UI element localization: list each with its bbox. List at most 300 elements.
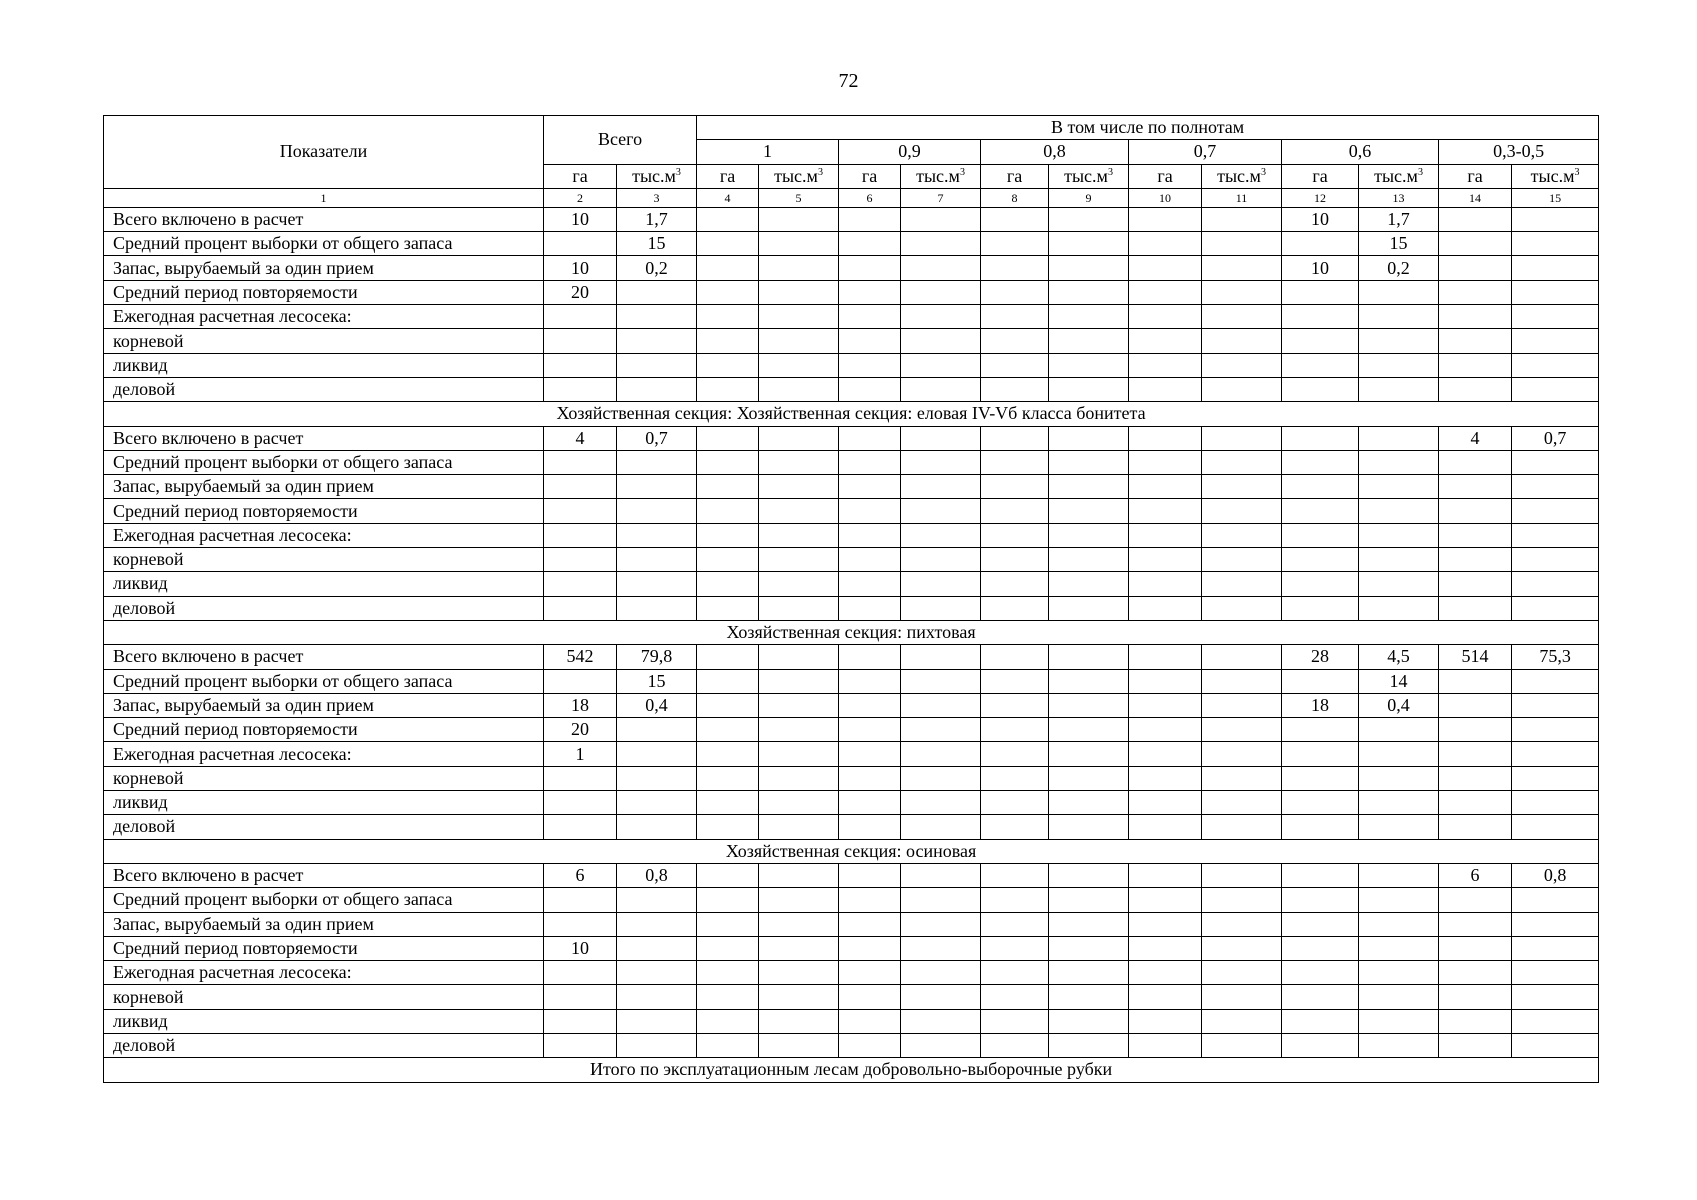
table-cell <box>759 1033 839 1057</box>
unit-ha: га <box>1439 164 1512 188</box>
unit-volume <box>1049 164 1129 188</box>
table-cell <box>697 572 759 596</box>
table-cell <box>544 450 617 474</box>
table-cell <box>1439 232 1512 256</box>
table-cell <box>1512 450 1599 474</box>
table-cell <box>1202 912 1282 936</box>
row-label: Средний период повторяемости <box>104 718 544 742</box>
table-cell <box>1129 353 1202 377</box>
table-row <box>104 353 1599 377</box>
table-cell <box>1049 207 1129 231</box>
table-row <box>104 863 1599 887</box>
table-cell <box>1359 426 1439 450</box>
row-label: Средний период повторяемости <box>104 936 544 960</box>
row-label: корневой <box>104 766 544 790</box>
table-cell: 542 <box>544 645 617 669</box>
table-cell <box>1049 232 1129 256</box>
row-label: Запас, вырубаемый за один прием <box>104 912 544 936</box>
table-cell <box>981 1033 1049 1057</box>
table-cell <box>981 475 1049 499</box>
table-cell <box>697 985 759 1009</box>
table-cell <box>839 232 901 256</box>
table-cell <box>697 377 759 401</box>
table-cell <box>1282 742 1359 766</box>
table-cell <box>1439 718 1512 742</box>
table-cell <box>544 961 617 985</box>
table-cell <box>1359 985 1439 1009</box>
table-cell <box>1049 888 1129 912</box>
column-number: 9 <box>1049 188 1129 207</box>
table-cell <box>1049 912 1129 936</box>
table-cell <box>1129 207 1202 231</box>
table-cell <box>981 426 1049 450</box>
table-cell <box>839 450 901 474</box>
table-cell <box>839 207 901 231</box>
table-cell <box>1049 572 1129 596</box>
row-label: Ежегодная расчетная лесосека: <box>104 305 544 329</box>
table-cell <box>1202 669 1282 693</box>
footer-title: Итого по эксплуатационным лесам добровольно-выборочные рубки <box>104 1058 1599 1082</box>
table-cell <box>1202 863 1282 887</box>
table-cell: 10 <box>544 256 617 280</box>
table-cell <box>1359 1033 1439 1057</box>
table-cell <box>759 426 839 450</box>
unit-volume-label: тыс.м <box>1064 165 1108 186</box>
table-cell <box>839 596 901 620</box>
table-cell <box>1202 596 1282 620</box>
table-cell <box>697 280 759 304</box>
table-row <box>104 256 1599 280</box>
table-cell <box>617 912 697 936</box>
table-row <box>104 1009 1599 1033</box>
table-cell: 1,7 <box>617 207 697 231</box>
unit-ha: га <box>544 164 617 188</box>
table-cell <box>839 766 901 790</box>
table-cell <box>1512 1009 1599 1033</box>
table-cell <box>1512 1033 1599 1057</box>
table-cell <box>901 669 981 693</box>
table-cell <box>617 1033 697 1057</box>
table-cell <box>901 305 981 329</box>
table-cell <box>1202 353 1282 377</box>
table-cell <box>1282 596 1359 620</box>
unit-ha: га <box>697 164 759 188</box>
table-cell <box>839 426 901 450</box>
table-cell <box>617 1009 697 1033</box>
table-cell <box>981 450 1049 474</box>
table-cell <box>1202 475 1282 499</box>
table-cell <box>839 718 901 742</box>
table-cell <box>1439 815 1512 839</box>
table-cell: 14 <box>1359 669 1439 693</box>
table-cell <box>839 1033 901 1057</box>
unit-ha: га <box>839 164 901 188</box>
table-cell <box>1359 499 1439 523</box>
unit-volume-label: тыс.м <box>1374 165 1418 186</box>
table-cell <box>981 353 1049 377</box>
table-cell <box>901 523 981 547</box>
unit-volume-exponent: 3 <box>817 166 823 178</box>
table-cell <box>1359 353 1439 377</box>
table-cell <box>981 985 1049 1009</box>
table-cell <box>1049 256 1129 280</box>
table-cell <box>759 815 839 839</box>
table-cell <box>617 523 697 547</box>
table-cell <box>1202 256 1282 280</box>
table-cell <box>1439 912 1512 936</box>
unit-ha: га <box>1282 164 1359 188</box>
table-cell <box>1129 815 1202 839</box>
table-cell <box>1202 888 1282 912</box>
table-cell <box>1439 596 1512 620</box>
table-cell <box>617 936 697 960</box>
table-cell <box>981 669 1049 693</box>
row-label: деловой <box>104 596 544 620</box>
header-density-0-6: 0,6 <box>1282 140 1439 164</box>
table-cell <box>1282 766 1359 790</box>
row-label: Средний период повторяемости <box>104 499 544 523</box>
table-row <box>104 815 1599 839</box>
table-cell <box>1129 693 1202 717</box>
table-cell <box>1439 693 1512 717</box>
table-cell <box>1439 329 1512 353</box>
table-cell <box>981 936 1049 960</box>
table-cell <box>759 863 839 887</box>
table-cell <box>901 499 981 523</box>
table-cell <box>901 718 981 742</box>
table-cell <box>544 1033 617 1057</box>
table-cell <box>901 936 981 960</box>
table-cell <box>1512 888 1599 912</box>
table-cell <box>1439 791 1512 815</box>
table-cell <box>1359 329 1439 353</box>
row-label: Средний период повторяемости <box>104 280 544 304</box>
table-cell <box>1129 961 1202 985</box>
table-cell <box>1202 718 1282 742</box>
table-cell <box>839 863 901 887</box>
table-cell <box>697 596 759 620</box>
table-cell <box>1129 645 1202 669</box>
table-row <box>104 572 1599 596</box>
column-number: 1 <box>104 188 544 207</box>
column-number: 6 <box>839 188 901 207</box>
table-cell <box>1512 548 1599 572</box>
table-cell <box>759 256 839 280</box>
table-cell <box>1282 912 1359 936</box>
table-cell <box>1202 1009 1282 1033</box>
unit-volume <box>1359 164 1439 188</box>
table-cell <box>759 961 839 985</box>
column-number: 4 <box>697 188 759 207</box>
table-row <box>104 1033 1599 1057</box>
table-row <box>104 791 1599 815</box>
table-cell <box>1049 718 1129 742</box>
table-cell <box>1282 232 1359 256</box>
table-cell <box>1512 596 1599 620</box>
table-cell <box>1282 523 1359 547</box>
table-cell <box>901 645 981 669</box>
table-cell <box>1049 305 1129 329</box>
table-cell <box>617 596 697 620</box>
table-cell <box>981 791 1049 815</box>
table-cell <box>1202 450 1282 474</box>
table-cell <box>839 693 901 717</box>
table-row <box>104 523 1599 547</box>
table-cell <box>697 718 759 742</box>
row-label: ликвид <box>104 791 544 815</box>
table-cell <box>544 548 617 572</box>
table-cell <box>697 256 759 280</box>
row-label: деловой <box>104 377 544 401</box>
table-cell <box>1129 1009 1202 1033</box>
table-cell <box>1512 791 1599 815</box>
table-cell <box>981 572 1049 596</box>
table-row <box>104 596 1599 620</box>
column-number: 3 <box>617 188 697 207</box>
table-cell <box>1512 305 1599 329</box>
header-density-1: 1 <box>697 140 839 164</box>
table-cell <box>544 572 617 596</box>
column-number: 7 <box>901 188 981 207</box>
table-cell <box>901 693 981 717</box>
table-cell <box>1049 548 1129 572</box>
table-cell <box>697 863 759 887</box>
table-cell <box>901 280 981 304</box>
table-cell <box>1282 936 1359 960</box>
table-cell: 6 <box>1439 863 1512 887</box>
table-cell <box>697 523 759 547</box>
table-cell <box>697 961 759 985</box>
table-cell <box>839 645 901 669</box>
table-row <box>104 232 1599 256</box>
table-cell <box>839 572 901 596</box>
table-row <box>104 450 1599 474</box>
row-label: Всего включено в расчет <box>104 645 544 669</box>
table-cell <box>1439 985 1512 1009</box>
table-cell <box>1129 791 1202 815</box>
table-cell <box>1439 936 1512 960</box>
table-cell <box>901 863 981 887</box>
table-cell <box>697 353 759 377</box>
table-cell <box>981 596 1049 620</box>
table-row <box>104 985 1599 1009</box>
table-cell: 514 <box>1439 645 1512 669</box>
table-cell <box>1512 256 1599 280</box>
table-cell <box>1512 280 1599 304</box>
table-cell <box>981 1009 1049 1033</box>
table-cell <box>1282 1009 1359 1033</box>
table-cell <box>981 329 1049 353</box>
table-cell <box>1129 572 1202 596</box>
table-cell <box>1129 280 1202 304</box>
table-row <box>104 426 1599 450</box>
table-cell <box>1129 426 1202 450</box>
table-cell <box>697 815 759 839</box>
table-cell: 1 <box>544 742 617 766</box>
table-cell <box>1282 450 1359 474</box>
table-cell <box>759 669 839 693</box>
table-cell <box>544 1009 617 1033</box>
table-cell <box>617 305 697 329</box>
row-label: Средний процент выборки от общего запаса <box>104 232 544 256</box>
table-cell <box>1282 426 1359 450</box>
table-cell <box>1439 766 1512 790</box>
table-cell <box>1202 207 1282 231</box>
table-cell <box>1512 693 1599 717</box>
table-cell <box>1512 572 1599 596</box>
table-row <box>104 912 1599 936</box>
table-cell <box>617 791 697 815</box>
table-cell <box>1359 548 1439 572</box>
table-cell <box>839 961 901 985</box>
table-cell <box>544 353 617 377</box>
table-cell <box>1359 815 1439 839</box>
table-cell <box>1359 596 1439 620</box>
table-cell <box>617 329 697 353</box>
table-cell <box>1282 888 1359 912</box>
table-cell <box>544 815 617 839</box>
table-cell <box>1202 1033 1282 1057</box>
table-cell <box>1282 863 1359 887</box>
table-cell: 6 <box>544 863 617 887</box>
table-cell <box>1439 1033 1512 1057</box>
table-cell <box>1439 572 1512 596</box>
table-cell: 79,8 <box>617 645 697 669</box>
table-cell <box>759 742 839 766</box>
header-row-column-numbers <box>104 188 1599 207</box>
table-cell <box>1202 693 1282 717</box>
table-cell: 10 <box>544 207 617 231</box>
table-cell <box>981 305 1049 329</box>
table-cell <box>1049 815 1129 839</box>
table-cell <box>1129 912 1202 936</box>
unit-volume-label: тыс.м <box>1217 165 1261 186</box>
table-cell <box>981 256 1049 280</box>
table-cell <box>1129 1033 1202 1057</box>
table-cell <box>981 548 1049 572</box>
table-cell <box>1359 523 1439 547</box>
table-cell <box>839 280 901 304</box>
table-cell <box>839 742 901 766</box>
table-cell <box>1439 450 1512 474</box>
table-cell <box>839 377 901 401</box>
table-cell <box>759 353 839 377</box>
unit-volume-label: тыс.м <box>916 165 960 186</box>
column-number: 8 <box>981 188 1049 207</box>
section-title: Хозяйственная секция: Хозяйственная секция: еловая IV-Vб класса бонитета <box>104 402 1599 426</box>
table-cell <box>901 450 981 474</box>
table-cell <box>1359 280 1439 304</box>
table-row <box>104 377 1599 401</box>
table-cell <box>901 888 981 912</box>
table-cell <box>839 548 901 572</box>
unit-volume <box>901 164 981 188</box>
row-label: Средний процент выборки от общего запаса <box>104 450 544 474</box>
table-cell <box>981 766 1049 790</box>
header-row-1 <box>104 116 1599 140</box>
table-row <box>104 499 1599 523</box>
table-cell: 15 <box>1359 232 1439 256</box>
table-cell <box>1282 548 1359 572</box>
table-cell <box>697 693 759 717</box>
table-cell <box>839 815 901 839</box>
table-cell <box>1282 499 1359 523</box>
header-by-density: В том числе по полнотам <box>697 116 1599 140</box>
table-cell <box>759 232 839 256</box>
table-cell <box>981 377 1049 401</box>
row-label: Ежегодная расчетная лесосека: <box>104 523 544 547</box>
row-label: ликвид <box>104 572 544 596</box>
table-cell <box>901 426 981 450</box>
table-cell <box>617 548 697 572</box>
table-row <box>104 961 1599 985</box>
table-cell <box>544 377 617 401</box>
table-cell <box>617 475 697 499</box>
table-cell: 4,5 <box>1359 645 1439 669</box>
row-label: корневой <box>104 329 544 353</box>
table-cell <box>839 523 901 547</box>
row-label: Средний процент выборки от общего запаса <box>104 888 544 912</box>
row-label: корневой <box>104 985 544 1009</box>
table-cell: 20 <box>544 718 617 742</box>
table-cell: 0,2 <box>617 256 697 280</box>
table-cell <box>1282 791 1359 815</box>
table-cell <box>1049 766 1129 790</box>
column-number: 15 <box>1512 188 1599 207</box>
row-label: ликвид <box>104 353 544 377</box>
table-cell <box>1202 305 1282 329</box>
table-row <box>104 475 1599 499</box>
table-cell <box>839 499 901 523</box>
table-cell <box>1359 936 1439 960</box>
table-cell <box>1282 985 1359 1009</box>
table-cell <box>759 936 839 960</box>
table-cell <box>1439 742 1512 766</box>
table-cell <box>544 791 617 815</box>
table-cell <box>1282 475 1359 499</box>
table-cell <box>617 377 697 401</box>
table-cell <box>901 256 981 280</box>
row-label: деловой <box>104 815 544 839</box>
table-cell <box>1282 718 1359 742</box>
table-cell <box>901 1009 981 1033</box>
table-cell <box>544 329 617 353</box>
table-cell <box>1439 377 1512 401</box>
table-cell <box>981 523 1049 547</box>
table-cell <box>1049 985 1129 1009</box>
table-cell <box>1439 207 1512 231</box>
table-cell <box>1049 791 1129 815</box>
table-cell <box>1049 1009 1129 1033</box>
table-cell <box>1049 329 1129 353</box>
unit-volume <box>1202 164 1282 188</box>
table-cell <box>617 815 697 839</box>
table-row <box>104 280 1599 304</box>
table-cell <box>697 645 759 669</box>
table-cell: 75,3 <box>1512 645 1599 669</box>
table-cell <box>697 669 759 693</box>
table-cell <box>1129 475 1202 499</box>
table-cell <box>1359 572 1439 596</box>
table-cell: 4 <box>1439 426 1512 450</box>
table-cell <box>1359 961 1439 985</box>
section-header-row <box>104 402 1599 426</box>
unit-volume-exponent: 3 <box>1574 166 1580 178</box>
table-cell <box>1282 305 1359 329</box>
row-label: Всего включено в расчет <box>104 207 544 231</box>
table-cell <box>1282 815 1359 839</box>
row-label: Средний процент выборки от общего запаса <box>104 669 544 693</box>
